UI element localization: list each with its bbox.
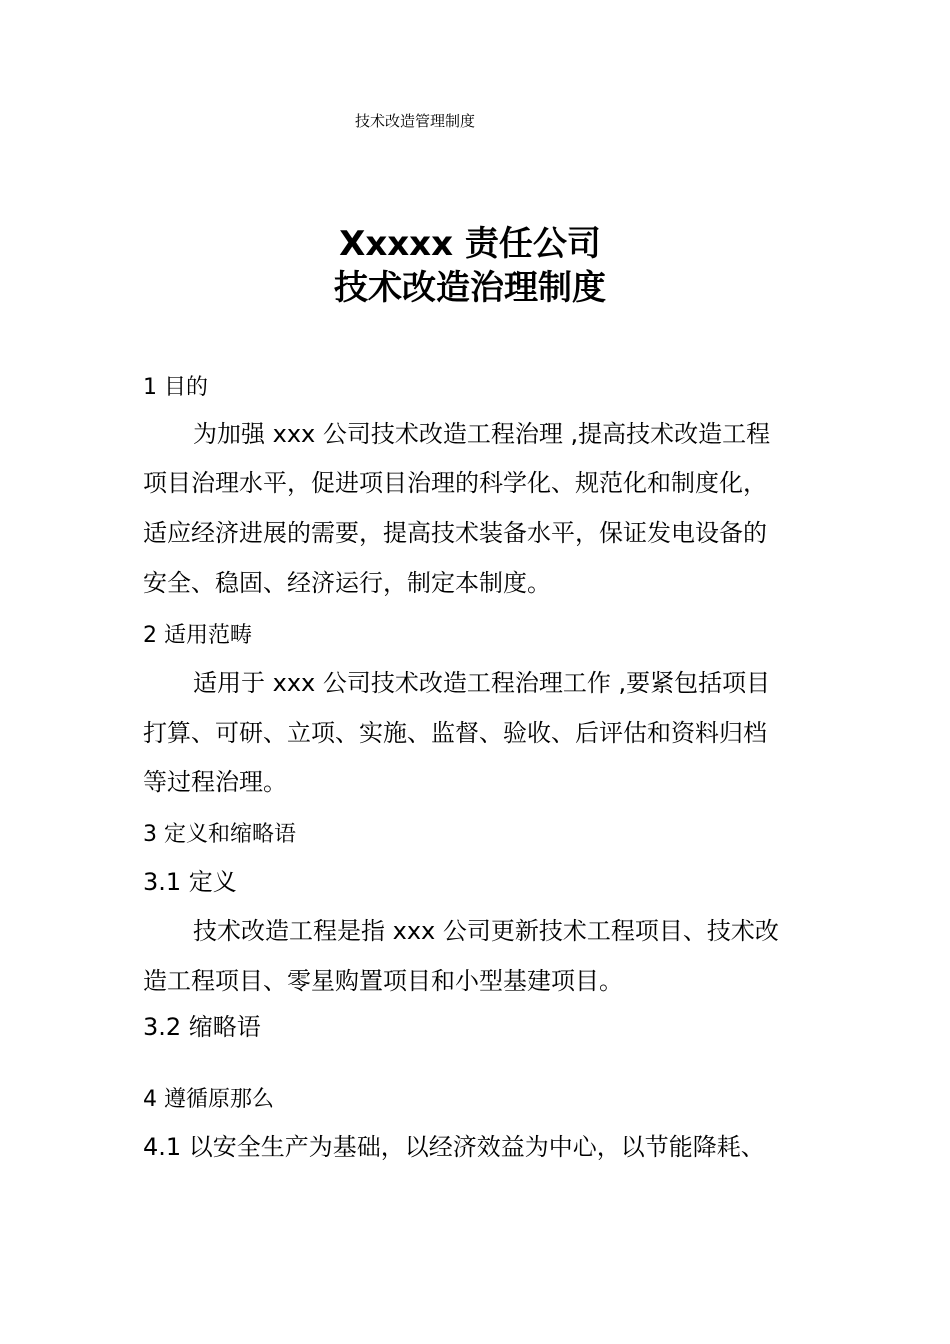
- running-header: 技术改造管理制度: [355, 112, 476, 130]
- section-2-heading: 2 适用范畴: [143, 623, 252, 648]
- section-3-2-heading: 3.2 缩略语: [143, 1013, 261, 1041]
- section-3-1-paragraph-line-2: 造工程项目、零星购置项目和小型基建项目。: [143, 967, 623, 995]
- document-title-regulation: 技术改造治理制度: [334, 268, 606, 308]
- section-3-1-paragraph-line-1: 技术改造工程是指 xxx 公司更新技术工程项目、技术改: [193, 917, 779, 945]
- section-2-paragraph-line-2: 打算、可研、立项、实施、监督、验收、后评估和资料归档: [143, 719, 767, 747]
- document-title-company: Xxxxx 责任公司: [339, 224, 601, 264]
- section-1-heading: 1 目的: [143, 375, 208, 400]
- section-4-1-line-1: 4.1 以安全生产为基础，以经济效益为中心，以节能降耗、: [143, 1133, 765, 1161]
- section-3-heading: 3 定义和缩略语: [143, 822, 296, 847]
- section-1-paragraph-line-1: 为加强 xxx 公司技术改造工程治理 ,提高技术改造工程: [193, 420, 771, 448]
- section-2-paragraph-line-1: 适用于 xxx 公司技术改造工程治理工作 ,要紧包括项目: [193, 669, 771, 697]
- section-4-heading: 4 遵循原那么: [143, 1087, 274, 1112]
- section-2-paragraph-line-3: 等过程治理。: [143, 768, 287, 796]
- section-3-1-heading: 3.1 定义: [143, 868, 237, 896]
- section-1-paragraph-line-4: 安全、稳固、经济运行，制定本制度。: [143, 569, 551, 597]
- section-1-paragraph-line-2: 项目治理水平，促进项目治理的科学化、规范化和制度化，: [143, 469, 767, 497]
- section-1-paragraph-line-3: 适应经济进展的需要，提高技术装备水平，保证发电设备的: [143, 519, 767, 547]
